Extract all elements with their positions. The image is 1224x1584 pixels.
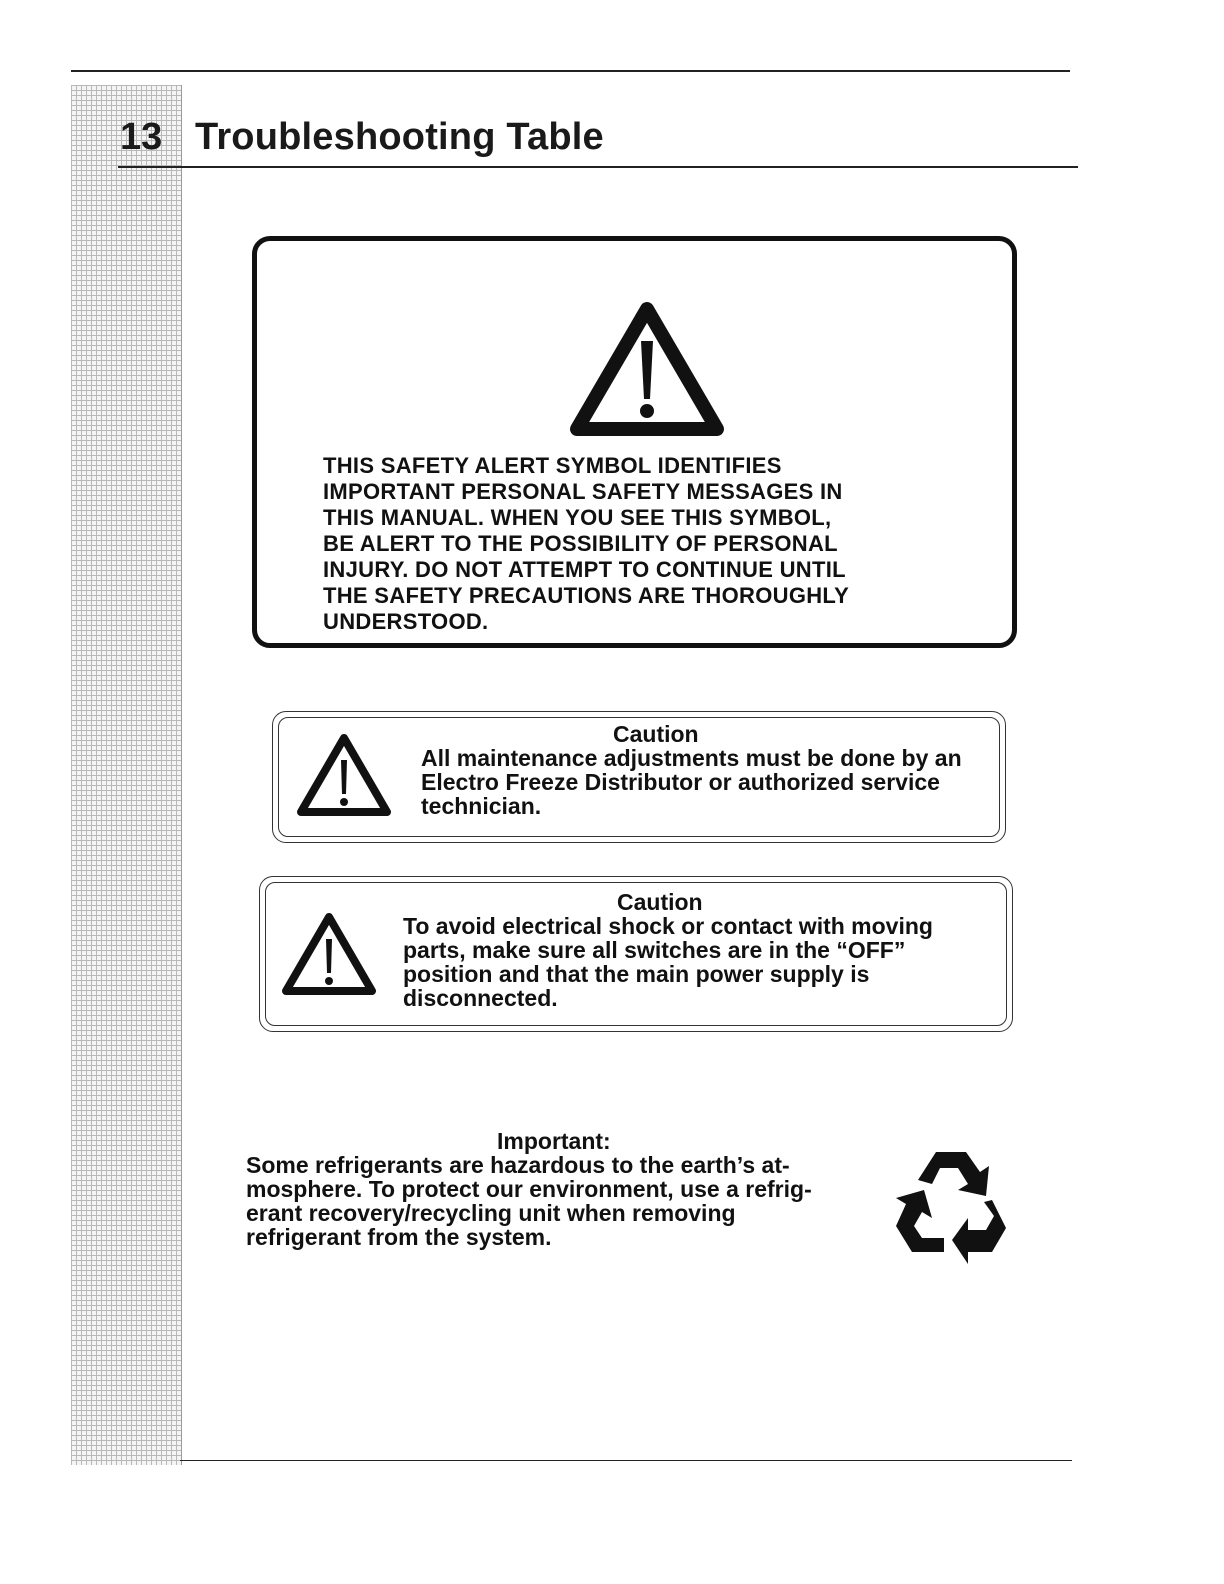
- safety-alert-box: [252, 236, 1017, 648]
- page-title: Troubleshooting Table: [195, 116, 604, 158]
- section-number: 13: [120, 116, 163, 158]
- important-title: Important:: [497, 1128, 611, 1154]
- caution-title: Caution: [613, 721, 699, 747]
- caution-title: Caution: [617, 889, 703, 915]
- warning-triangle-icon: [297, 732, 391, 818]
- safety-alert-text: THIS SAFETY ALERT SYMBOL IDENTIFIES IMPORTANT PERSONAL SAFETY MESSAGES IN THIS MANUAL. WHEN YOU SEE THIS SYMBOL, BE ALERT TO THE POSSIBILITY OF PERSONAL INJURY. DO NOT ATTEMPT TO CONTINUE UNTIL THE SAFETY PRECAUTIONS ARE THOROUGHLY UNDERSTOOD.: [323, 453, 850, 634]
- section-header: [118, 112, 1078, 168]
- recycle-icon: [888, 1146, 1008, 1264]
- caution-body: To avoid electrical shock or contact with moving parts, make sure all switches are in the “OFF” position and that the main power supply is disconnected.: [403, 913, 933, 1011]
- top-rule: [71, 70, 1070, 72]
- caution-box-maintenance: [272, 711, 1006, 843]
- margin-grid-strip: [71, 85, 182, 1465]
- caution-body: All maintenance adjustments must be done by an Electro Freeze Distributor or authorized service technician.: [421, 745, 962, 819]
- bottom-rule: [180, 1460, 1072, 1461]
- important-body: Some refrigerants are hazardous to the earth’s at- mosphere. To protect our environment, use a refrig- erant recovery/recycling unit when removing refrigerant from the system.: [246, 1152, 812, 1250]
- warning-triangle-icon: [569, 299, 725, 439]
- caution-box-electrical: [259, 876, 1013, 1032]
- warning-triangle-icon: [282, 911, 376, 997]
